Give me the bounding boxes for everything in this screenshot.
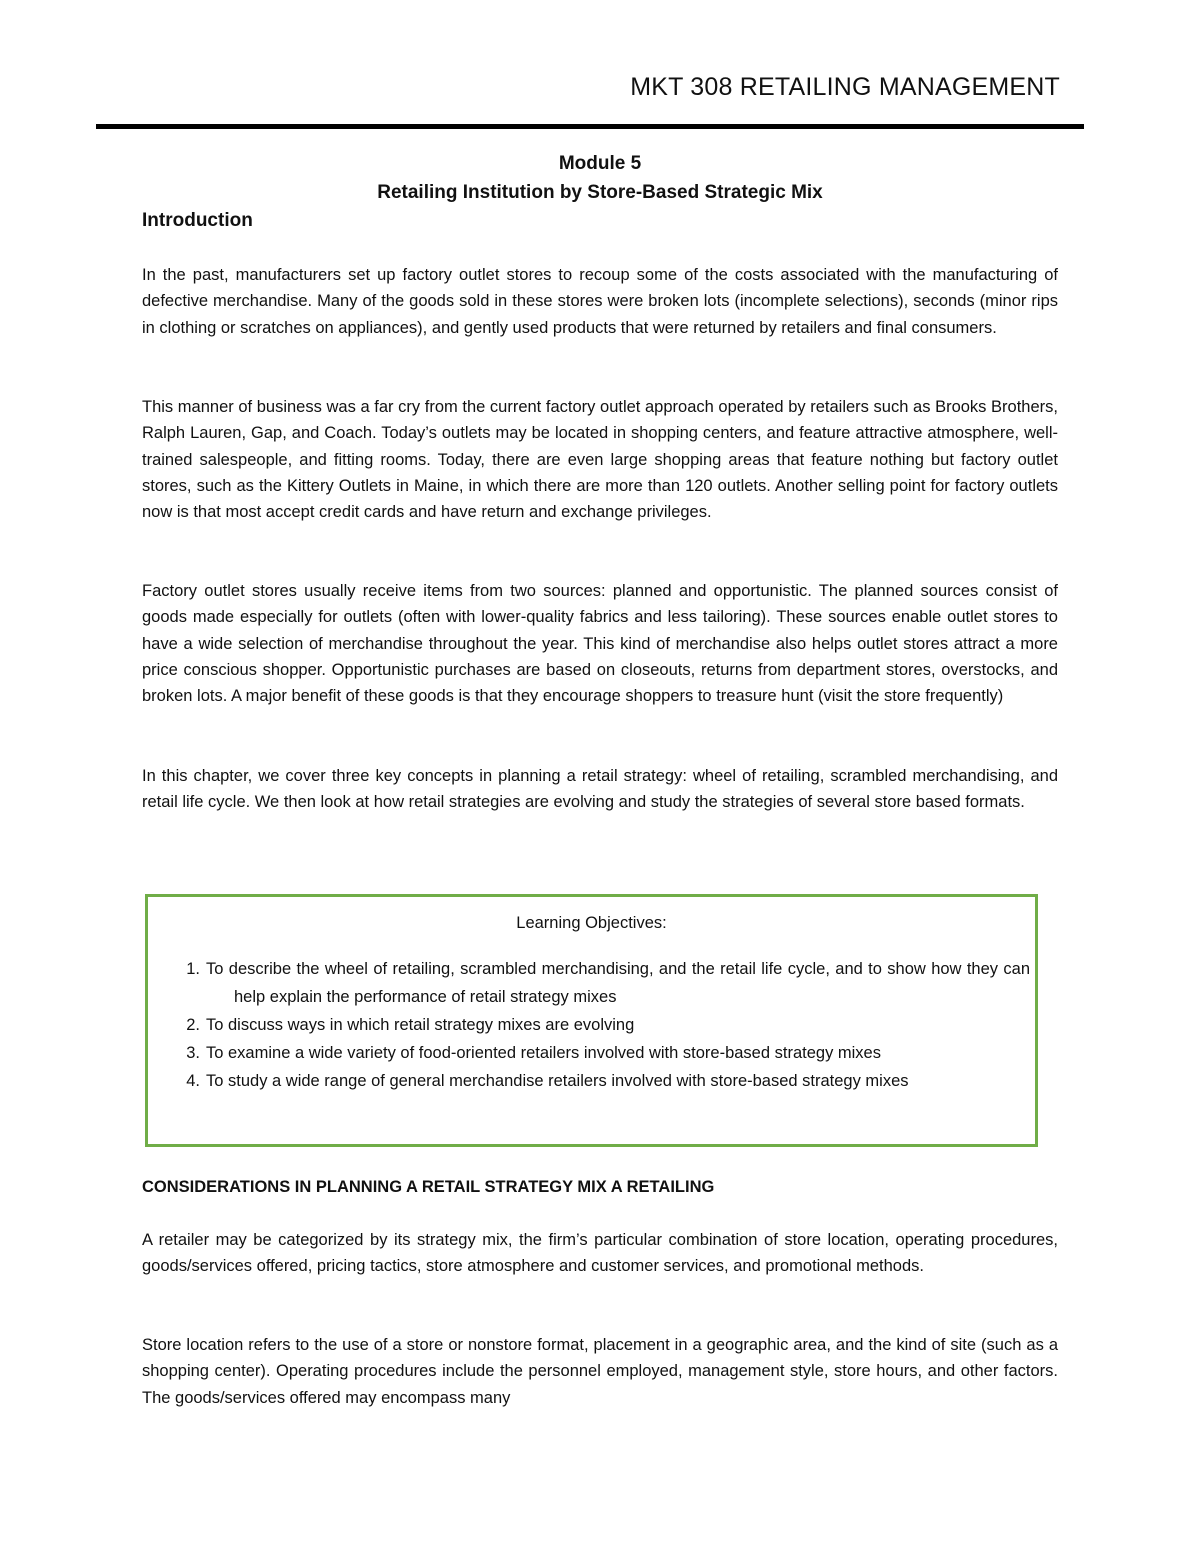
list-item-number: 4. [186, 1072, 200, 1090]
list-item-text: To describe the wheel of retailing, scrambled merchandising, and the retail life cycle, and to show how they can help explain the performance of retail strategy mixes [206, 960, 1030, 1006]
list-item-text: To study a wide range of general merchandise retailers involved with store-based strategy mixes [206, 1072, 909, 1090]
module-subtitle: Retailing Institution by Store-Based Strategic Mix [377, 182, 823, 203]
list-item-number: 3. [186, 1044, 200, 1062]
intro-paragraph-4: In this chapter, we cover three key concepts in planning a retail strategy: wheel of retailing, scrambled merchandising, and retail life cycle. We then look at how retail strategies are evolving and study the strategies of several store based formats. [142, 767, 1058, 812]
list-item-text: To discuss ways in which retail strategy mixes are evolving [206, 1016, 635, 1034]
considerations-paragraph-2: Store location refers to the use of a store or nonstore format, placement in a geographic area, and the kind of site (such as a shopping center). Operating procedures include the personnel employed, management style, store hours, and other factors. The goods/services offered may encompass many [142, 1336, 1058, 1407]
intro-paragraph-1: In the past, manufacturers set up factory outlet stores to recoup some of the costs associated with the manufacturing of defective merchandise. Many of the goods sold in these stores were broken lots (incomplete selections), seconds (minor rips in clothing or scratches on appliances), and gently used products that were returned by retailers and final consumers. [142, 266, 1058, 337]
list-item [178, 1039, 1030, 1067]
list-item-number: 1. [186, 960, 200, 978]
header-divider [96, 124, 1084, 129]
considerations-heading: CONSIDERATIONS IN PLANNING A RETAIL STRATEGY MIX A RETAILING [142, 1178, 715, 1196]
intro-paragraph-2: This manner of business was a far cry from the current factory outlet approach operated by retailers such as Brooks Brothers, Ralph Lauren, Gap, and Coach. Today’s outlets may be located in shopping centers, and feature attractive atmosphere, well-trained salespeople, and fitting rooms. Today, there are even large shopping areas that feature nothing but factory outlet stores, such as the Kittery Outlets in Maine, in which there are more than 120 outlets. Another selling point for factory outlets now is that most accept credit cards and have return and exchange privileges. [142, 398, 1058, 522]
list-item-number: 2. [186, 1016, 200, 1034]
list-item [178, 1011, 1030, 1039]
list-item [178, 1067, 1030, 1095]
introduction-heading: Introduction [142, 210, 253, 231]
list-item [178, 955, 1030, 1011]
list-item-text: To examine a wide variety of food-oriented retailers involved with store-based strategy mixes [206, 1044, 881, 1062]
considerations-paragraph-1: A retailer may be categorized by its strategy mix, the firm’s particular combination of store location, operating procedures, goods/services offered, pricing tactics, store atmosphere and customer services, and promotional methods. [142, 1231, 1058, 1276]
learning-objectives-list [178, 955, 1030, 1095]
learning-objectives-title: Learning Objectives: [516, 914, 667, 932]
course-header-title: MKT 308 RETAILING MANAGEMENT [630, 73, 1060, 101]
module-title: Module 5 [558, 153, 642, 174]
learning-objectives-box [145, 894, 1038, 1147]
intro-paragraph-3: Factory outlet stores usually receive items from two sources: planned and opportunistic. The planned sources consist of goods made especially for outlets (often with lower-quality fabrics and less tailoring). These sources enable outlet stores to have a wide selection of merchandise throughout the year. This kind of merchandise also helps outlet stores attract a more price conscious shopper. Opportunistic purchases are based on closeouts, returns from department stores, overstocks, and broken lots. A major benefit of these goods is that they encourage shoppers to treasure hunt (visit the store frequently) [142, 582, 1058, 706]
